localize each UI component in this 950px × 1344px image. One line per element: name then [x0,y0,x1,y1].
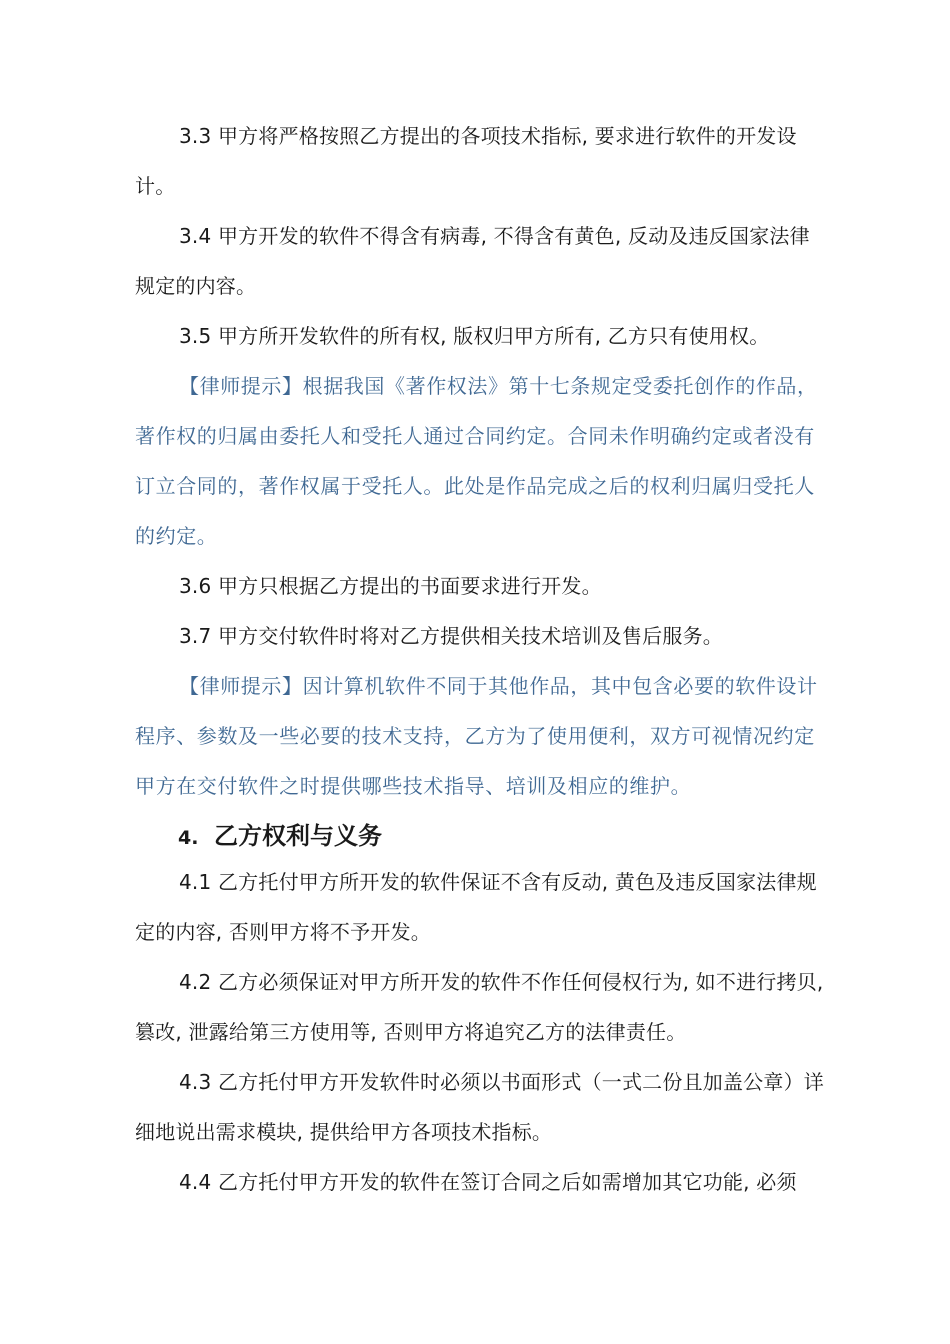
clause-4-4: 4.4 乙方托付甲方开发的软件在签订合同之后如需增加其它功能, 必须 [179,1170,797,1194]
clause-4-3: 4.3 乙方托付甲方开发软件时必须以书面形式（一式二份且加盖公章）详细地说出需求模块, 提供给甲方各项技术指标。 [135,1070,824,1144]
clause-3-7: 3.7 甲方交付软件时将对乙方提供相关技术培训及售后服务。 [179,624,723,648]
clause-4-1: 4.1 乙方托付甲方所开发的软件保证不含有反动, 黄色及违反国家法律规定的内容, 否则甲方将不予开发。 [135,870,817,944]
section-4-heading [178,816,382,858]
clause-4-2: 4.2 乙方必须保证对甲方所开发的软件不作任何侵权行为, 如不进行拷贝, 篡改, 泄露给第三方使用等, 否则甲方将追究乙方的法律责任。 [135,970,824,1044]
section-4-title: 乙方权利与义务 [214,822,382,850]
clause-3-6: 3.6 甲方只根据乙方提出的书面要求进行开发。 [179,574,602,598]
lawyer-note-2: 【律师提示】因计算机软件不同于其他作品，其中包含必要的软件设计程序、参数及一些必要的技术支持，乙方为了使用便利，双方可视情况约定甲方在交付软件之时提供哪些技术指导、培训及相应的维护。 [135,674,818,798]
clause-3-3: 3.3 甲方将严格按照乙方提出的各项技术指标, 要求进行软件的开发设计。 [135,124,797,198]
clause-3-4: 3.4 甲方开发的软件不得含有病毒, 不得含有黄色, 反动及违反国家法律规定的内容。 [135,224,810,298]
lawyer-note-1: 【律师提示】根据我国《著作权法》第十七条规定受委托创作的作品，著作权的归属由委托人和受托人通过合同约定。合同未作明确约定或者没有订立合同的，著作权属于受托人。此处是作品完成之后的权利归属归受托人的约定。 [135,374,818,548]
clause-3-5: 3.5 甲方所开发软件的所有权, 版权归甲方所有, 乙方只有使用权。 [179,324,770,348]
section-4-number: 4. [178,827,199,849]
